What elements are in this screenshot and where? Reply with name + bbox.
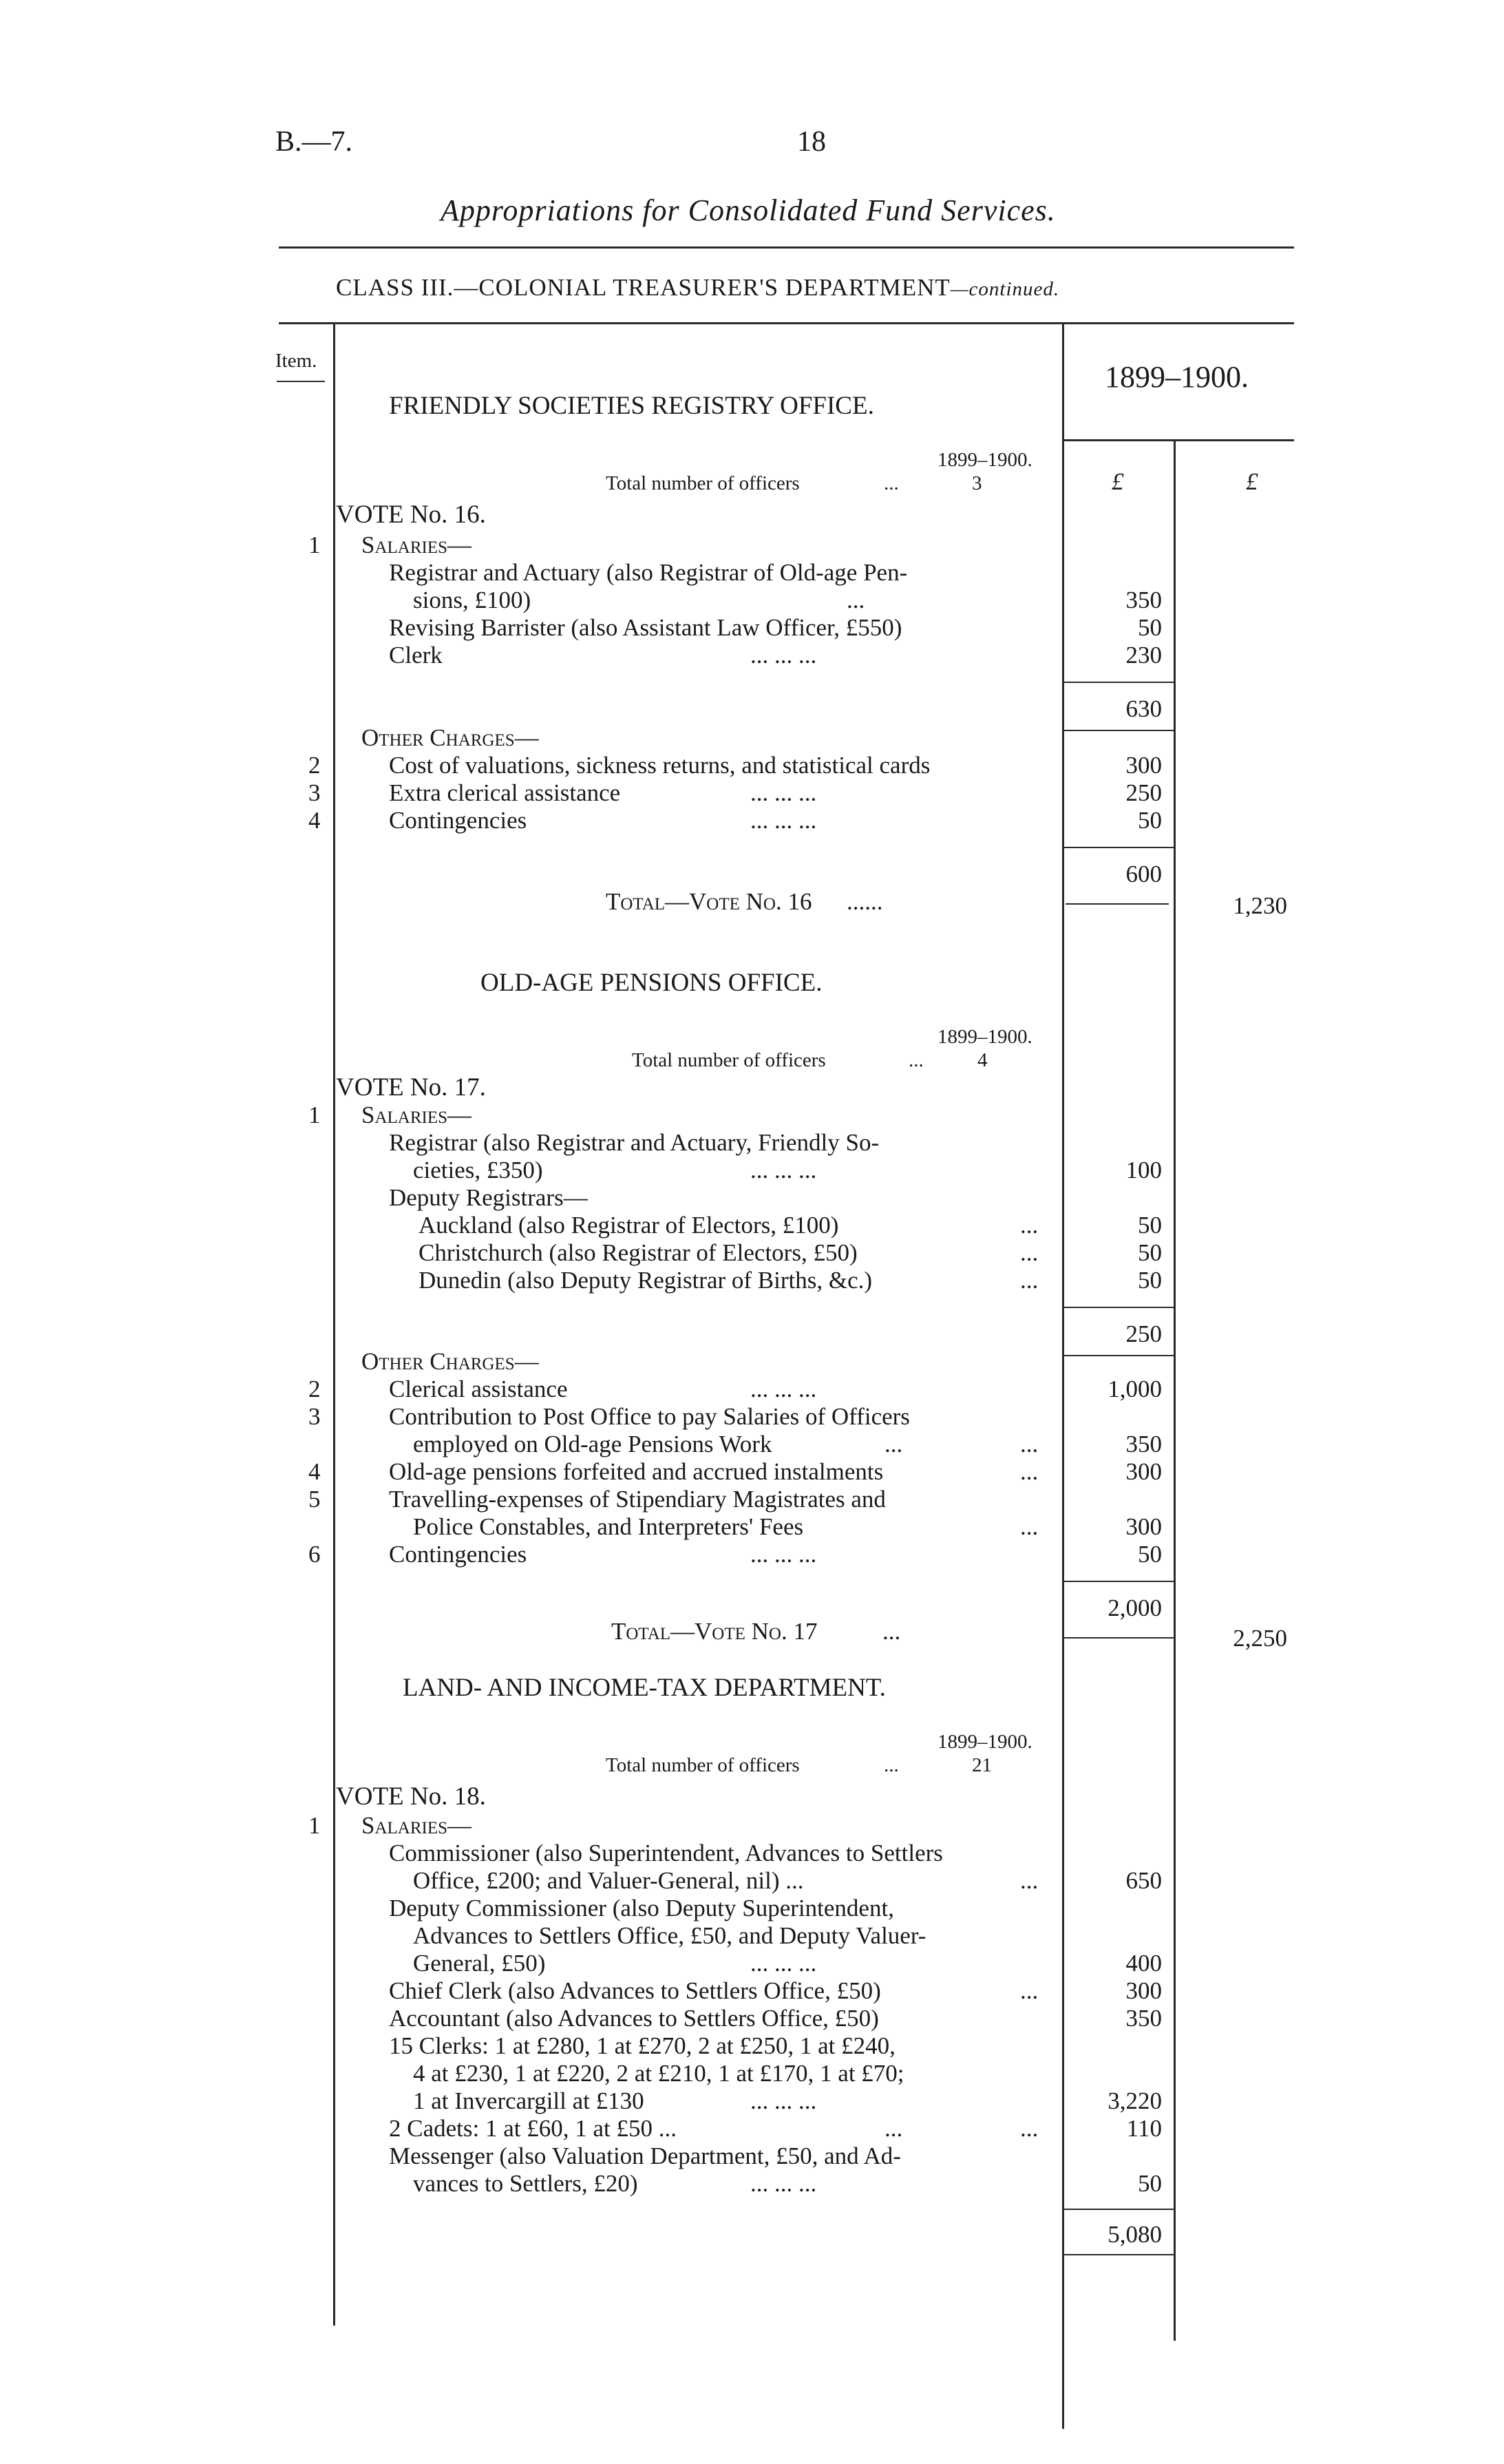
amount: 50 [1138, 1212, 1162, 1239]
item-number: 1 [308, 531, 321, 558]
salary-line: General, £50) [413, 1950, 546, 1977]
leader-dots: ... ... ... [750, 2170, 817, 2197]
item-number: 3 [308, 1403, 321, 1430]
leader-dots: ... [885, 1431, 903, 1457]
subtotal: 600 [1125, 861, 1162, 887]
amount: 300 [1125, 752, 1162, 779]
item-number: 6 [308, 1541, 321, 1568]
charge-line: Cost of valuations, sickness returns, and statistical cards [389, 752, 931, 779]
subtotal: 2,000 [1108, 1594, 1162, 1621]
charge-line: Travelling-expenses of Stipendiary Magistrates and [389, 1486, 886, 1513]
leader-dots: ... ... ... [750, 807, 817, 834]
amount: 300 [1125, 1513, 1162, 1540]
leader-dots: ... ... ... [750, 642, 817, 668]
officers-year: 1899–1900. [938, 1026, 1032, 1048]
vote-heading: VOTE No. 16. [336, 501, 486, 529]
leader-dots: ... ... ... [750, 779, 817, 806]
item-number: 2 [308, 752, 321, 779]
subtotal-rule [1062, 2209, 1174, 2210]
item-number: 3 [308, 779, 321, 806]
year-column-header: 1899–1900. [1105, 360, 1249, 394]
officers-dots: ... [909, 1049, 924, 1071]
amount: 400 [1125, 1950, 1162, 1977]
amount: 350 [1125, 587, 1162, 613]
salary-line: sions, £100) [413, 587, 531, 613]
salary-line: vances to Settlers, £20) [413, 2170, 638, 2197]
officers-year: 1899–1900. [938, 1731, 1032, 1753]
amount: 350 [1125, 2005, 1162, 2032]
leader-dots: ...... [847, 888, 883, 915]
charge-line: Clerical assistance [389, 1376, 568, 1402]
item-column-header: Item. [275, 350, 317, 372]
item-number: 2 [308, 1376, 321, 1402]
salary-line: Messenger (also Valuation Department, £50, and Ad- [389, 2142, 901, 2169]
officers-label: Total number of officers [606, 472, 800, 494]
charge-line: Extra clerical assistance [389, 779, 621, 806]
salaries-heading: Salaries— [361, 1812, 472, 1839]
charge-line: Contingencies [389, 807, 527, 834]
amount: 50 [1138, 2170, 1162, 2197]
officers-dots: ... [884, 1754, 899, 1776]
charge-line: Police Constables, and Interpreters' Fees [413, 1513, 804, 1540]
leader-dots: ... [1020, 1267, 1039, 1294]
title-rule [279, 246, 1294, 249]
charge-line: Old-age pensions forfeited and accrued instalments [389, 1458, 884, 1485]
leader-dots: ... [1020, 1431, 1039, 1457]
amount: 110 [1126, 2115, 1162, 2142]
officers-label: Total number of officers [606, 1754, 800, 1776]
deputy-registrars-heading: Deputy Registrars— [389, 1184, 588, 1211]
leader-dots: ... [885, 2115, 903, 2142]
leader-dots: ... ... ... [750, 1157, 817, 1183]
vote-total-rule [1062, 1637, 1174, 1639]
pound-symbol-2: £ [1246, 468, 1258, 495]
salary-line: cieties, £350) [413, 1157, 543, 1183]
salary-line: Registrar and Actuary (also Registrar of Old-age Pen- [389, 559, 908, 586]
leader-dots: ... ... ... [750, 2087, 817, 2114]
salary-line: Auckland (also Registrar of Electors, £100) [419, 1212, 839, 1239]
section-title-friendly-societies: FRIENDLY SOCIETIES REGISTRY OFFICE. [389, 392, 874, 420]
officers-dots: ... [884, 472, 899, 494]
leader-dots: ... [1020, 1239, 1039, 1266]
amount: 50 [1138, 1239, 1162, 1266]
vote-total: 1,230 [1233, 892, 1287, 919]
subtotal-rule [1062, 1307, 1174, 1308]
salary-line: Revising Barrister (also Assistant Law Officer, £550) [389, 614, 902, 641]
item-number: 1 [308, 1812, 321, 1839]
salary-line: Chief Clerk (also Advances to Settlers Office, £50) [389, 1977, 881, 2004]
subtotal-rule [1062, 730, 1174, 731]
vote-total-label: Total—Vote No. 16 [606, 888, 812, 915]
class-heading-main: CLASS III.—COLONIAL TREASURER'S DEPARTMENT [336, 274, 951, 301]
amount: 50 [1138, 614, 1162, 641]
charge-line: employed on Old-age Pensions Work [413, 1431, 772, 1457]
officers-count: 21 [972, 1754, 992, 1776]
amount: 230 [1125, 642, 1162, 668]
vote-heading: VOTE No. 17. [336, 1073, 486, 1102]
amount: 50 [1138, 1267, 1162, 1294]
leader-dots: ... ... ... [750, 1950, 817, 1977]
amount: 350 [1125, 1431, 1162, 1457]
amount: 300 [1125, 1977, 1162, 2004]
amount: 1,000 [1108, 1376, 1162, 1402]
officers-count: 4 [977, 1049, 988, 1071]
salary-line: Deputy Commissioner (also Deputy Superintendent, [389, 1895, 894, 1921]
salary-line: Dunedin (also Deputy Registrar of Births, &c.) [419, 1267, 873, 1294]
section-title-land-income-tax: LAND- AND INCOME-TAX DEPARTMENT. [403, 1674, 886, 1702]
subtotal: 5,080 [1108, 2221, 1162, 2248]
table-top-rule [279, 322, 1294, 324]
salary-line: 15 Clerks: 1 at £280, 1 at £270, 2 at £250, 1 at £240, [389, 2032, 896, 2059]
leader-dots: ... [847, 587, 865, 613]
leader-dots: ... [1020, 1977, 1039, 2004]
leader-dots: ... [1020, 1212, 1039, 1239]
subtotal-rule [1062, 2254, 1174, 2255]
salary-line: Office, £200; and Valuer-General, nil) ... [413, 1867, 804, 1894]
subtotal-rule [1062, 1355, 1174, 1356]
subtotal-column-divider [1174, 441, 1176, 2341]
officers-label: Total number of officers [632, 1049, 826, 1071]
subtotal-rule [1062, 847, 1174, 848]
subtotal-rule [1062, 682, 1174, 683]
leader-dots: ... [1020, 1867, 1039, 1894]
item-number: 1 [308, 1102, 321, 1128]
vote-total-label: Total—Vote No. 17 [611, 1618, 818, 1645]
salaries-heading: Salaries— [361, 531, 472, 558]
amount: 100 [1125, 1157, 1162, 1183]
amount: 250 [1125, 779, 1162, 806]
charge-line: Contingencies [389, 1541, 527, 1568]
leader-dots: ... ... ... [750, 1376, 817, 1402]
item-header-rule [277, 381, 325, 382]
salary-line: Accountant (also Advances to Settlers Office, £50) [389, 2005, 879, 2032]
pound-symbol-1: £ [1112, 468, 1124, 495]
subtotal-rule [1062, 1581, 1174, 1582]
salary-line: Commissioner (also Superintendent, Advances to Settlers [389, 1840, 943, 1866]
salary-line: 1 at Invercargill at £130 [413, 2087, 644, 2114]
page-title: Appropriations for Consolidated Fund Services. [441, 193, 1056, 227]
subtotal: 630 [1125, 695, 1162, 722]
amount: 50 [1138, 1541, 1162, 1568]
vote-total: 2,250 [1233, 1625, 1287, 1652]
other-charges-heading: Other Charges— [361, 724, 539, 751]
item-column-divider [333, 322, 335, 2326]
leader-dots: ... ... ... [750, 1541, 817, 1568]
amount: 3,220 [1108, 2087, 1162, 2114]
class-heading [336, 274, 1059, 303]
item-number: 4 [308, 807, 321, 834]
vote-heading: VOTE No. 18. [336, 1782, 486, 1811]
leader-dots: ... [1020, 2115, 1039, 2142]
section-title-old-age-pensions: OLD-AGE PENSIONS OFFICE. [480, 969, 823, 997]
page-number: 18 [797, 126, 826, 158]
salaries-heading: Salaries— [361, 1102, 472, 1128]
officers-count: 3 [972, 472, 982, 494]
charge-line: Contribution to Post Office to pay Salaries of Officers [389, 1403, 910, 1430]
salary-line: Clerk [389, 642, 443, 668]
officers-year: 1899–1900. [938, 449, 1032, 471]
leader-dots: ... [882, 1618, 901, 1645]
vote-total-rule [1066, 903, 1169, 905]
other-charges-heading: Other Charges— [361, 1348, 539, 1375]
leader-dots: ... [1020, 1458, 1039, 1485]
subtotal: 250 [1125, 1320, 1162, 1347]
amount: 650 [1125, 1867, 1162, 1894]
salary-line: Christchurch (also Registrar of Electors, £50) [419, 1239, 858, 1266]
leader-dots: ... [1020, 1513, 1039, 1540]
item-number: 4 [308, 1458, 321, 1485]
salary-line: Advances to Settlers Office, £50, and Deputy Valuer- [413, 1922, 926, 1949]
class-heading-continued: —continued. [950, 278, 1060, 300]
amount-column-divider [1062, 322, 1064, 2429]
item-number: 5 [308, 1486, 321, 1513]
amount: 300 [1125, 1458, 1162, 1485]
page-reference: B.—7. [275, 126, 353, 158]
salary-line: 4 at £230, 1 at £220, 2 at £210, 1 at £170, 1 at £70; [413, 2060, 904, 2087]
salary-line: 2 Cadets: 1 at £60, 1 at £50 ... [389, 2115, 677, 2142]
salary-line: Registrar (also Registrar and Actuary, Friendly So- [389, 1129, 880, 1156]
year-header-rule [1062, 439, 1294, 441]
amount: 50 [1138, 807, 1162, 834]
